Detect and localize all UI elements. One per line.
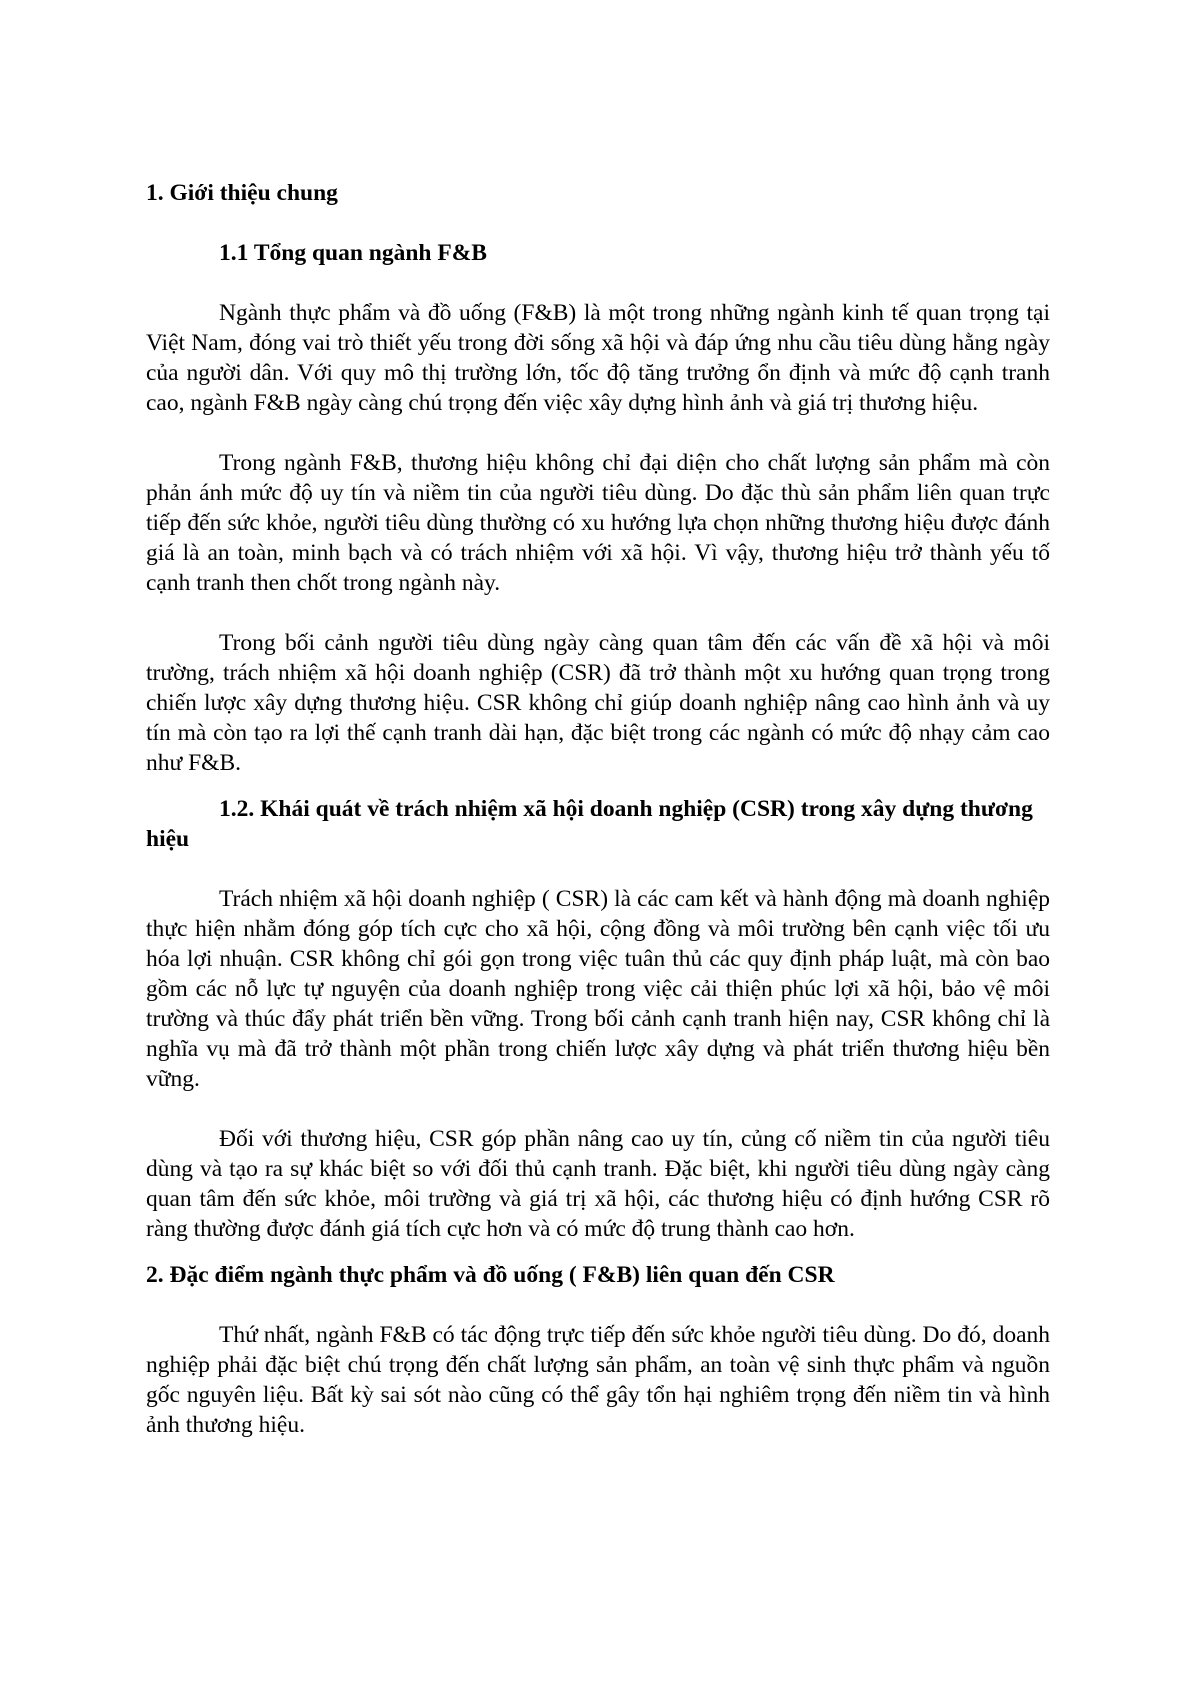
paragraph: Trong ngành F&B, thương hiệu không chỉ đại diện cho chất lượng sản phẩm mà còn phản ánh mức độ uy tín và niềm tin của người tiêu dùng. Do đặc thù sản phẩm liên quan trực tiếp đến sức khỏe, người tiêu dùng thường có xu hướng lựa chọn những thương hiệu được đánh giá là an toàn, minh bạch và có trách nhiệm với xã hội. Vì vậy, thương hiệu trở thành yếu tố cạnh tranh then chốt trong ngành này.	[146, 450, 1050, 596]
document-page	[146, 178, 1050, 1470]
paragraph: Thứ nhất, ngành F&B có tác động trực tiếp đến sức khỏe người tiêu dùng. Do đó, doanh nghiệp phải đặc biệt chú trọng đến chất lượng sản phẩm, an toàn vệ sinh thực phẩm và nguồn gốc nguyên liệu. Bất kỳ sai sót nào cũng có thể gây tổn hại nghiêm trọng đến niềm tin và hình ảnh thương hiệu.	[146, 1322, 1050, 1438]
paragraph: Đối với thương hiệu, CSR góp phần nâng cao uy tín, củng cố niềm tin của người tiêu dùng và tạo ra sự khác biệt so với đối thủ cạnh tranh. Đặc biệt, khi người tiêu dùng ngày càng quan tâm đến sức khỏe, môi trường và giá trị xã hội, các thương hiệu có định hướng CSR rõ ràng thường được đánh giá tích cực hơn và có mức độ trung thành cao hơn.	[146, 1126, 1050, 1242]
section-1-2-heading: 1.2. Khái quát về trách nhiệm xã hội doanh nghiệp (CSR) trong xây dựng thương hiệu	[146, 796, 1033, 852]
section-1-1-heading: 1.1 Tổng quan ngành F&B	[219, 240, 487, 266]
paragraph: Ngành thực phẩm và đồ uống (F&B) là một trong những ngành kinh tế quan trọng tại Việt Nam, đóng vai trò thiết yếu trong đời sống xã hội và đáp ứng nhu cầu tiêu dùng hằng ngày của người dân. Với quy mô thị trường lớn, tốc độ tăng trưởng ổn định và mức độ cạnh tranh cao, ngành F&B ngày càng chú trọng đến việc xây dựng hình ảnh và giá trị thương hiệu.	[146, 300, 1050, 416]
section-1-heading: 1. Giới thiệu chung	[146, 180, 338, 206]
section-2-heading: 2. Đặc điểm ngành thực phẩm và đồ uống ( F&B) liên quan đến CSR	[146, 1262, 835, 1288]
paragraph: Trong bối cảnh người tiêu dùng ngày càng quan tâm đến các vấn đề xã hội và môi trường, trách nhiệm xã hội doanh nghiệp (CSR) đã trở thành một xu hướng quan trọng trong chiến lược xây dựng thương hiệu. CSR không chỉ giúp doanh nghiệp nâng cao hình ảnh và uy tín mà còn tạo ra lợi thế cạnh tranh dài hạn, đặc biệt trong các ngành có mức độ nhạy cảm cao như F&B.	[146, 630, 1050, 776]
paragraph: Trách nhiệm xã hội doanh nghiệp ( CSR) là các cam kết và hành động mà doanh nghiệp thực hiện nhằm đóng góp tích cực cho xã hội, cộng đồng và môi trường bên cạnh việc tối ưu hóa lợi nhuận. CSR không chỉ gói gọn trong việc tuân thủ các quy định pháp luật, mà còn bao gồm các nỗ lực tự nguyện của doanh nghiệp trong việc cải thiện phúc lợi xã hội, bảo vệ môi trường và thúc đẩy phát triển bền vững. Trong bối cảnh cạnh tranh hiện nay, CSR không chỉ là nghĩa vụ mà đã trở thành một phần trong chiến lược xây dựng và phát triển thương hiệu bền vững.	[146, 886, 1050, 1092]
